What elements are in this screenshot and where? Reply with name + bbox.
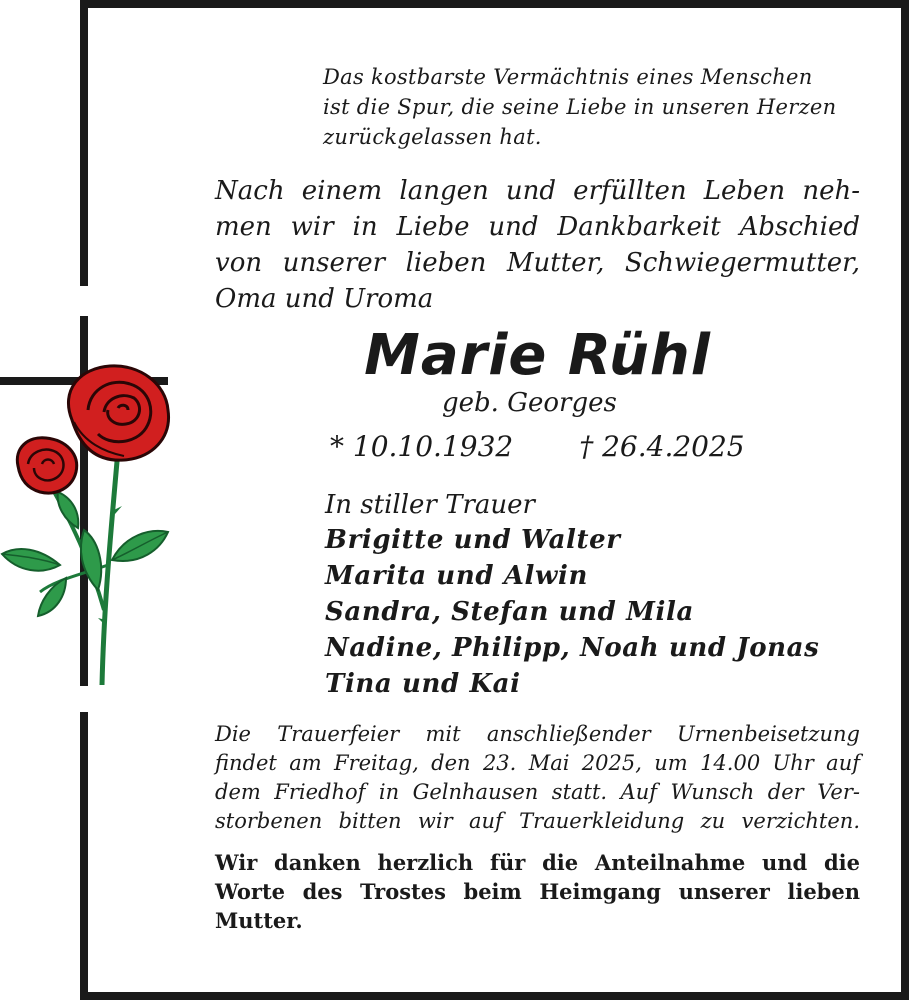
service-line: findet am Freitag, den 23. Mai 2025, um 14.00 Uhr auf	[215, 751, 860, 775]
intro-text	[215, 173, 860, 317]
frame-bottom-border	[80, 992, 909, 1000]
frame-left-border-lower	[80, 712, 88, 1000]
frame-right-border	[901, 0, 909, 1000]
death-date: † 26.4.2025	[579, 430, 745, 463]
mourner-name: Tina und Kai	[325, 669, 521, 699]
intro-line: Nach einem langen und erfüllten Leben neh-	[215, 176, 860, 206]
intro-line: von unserer lieben Mutter, Schwiegermutter,	[215, 248, 860, 278]
frame-top-border	[80, 0, 909, 8]
intro-line: Oma und Uroma	[215, 284, 434, 314]
roses-icon	[0, 360, 172, 690]
thanks-line: Wir danken herzlich für die Anteilnahme und die	[215, 850, 860, 875]
thanks-line: Mutter.	[215, 908, 303, 933]
mourner-name: Brigitte und Walter	[325, 525, 621, 555]
mourning-label: In stiller Trauer	[325, 490, 535, 520]
mourner-name: Nadine, Philipp, Noah und Jonas	[325, 633, 820, 663]
mourners-list	[325, 522, 819, 702]
intro-line: men wir in Liebe und Dankbarkeit Abschied	[215, 212, 860, 242]
thanks-text	[215, 848, 860, 935]
motto-line: zurückgelassen hat.	[323, 125, 542, 149]
service-line: dem Friedhof in Gelnhausen statt. Auf Wunsch der Ver-	[215, 780, 860, 804]
service-line: storbenen bitten wir auf Trauerkleidung zu verzichten.	[215, 809, 860, 833]
deceased-name: Marie Rühl	[364, 323, 711, 388]
mourner-name: Marita und Alwin	[325, 561, 588, 591]
motto-quote	[323, 62, 868, 152]
service-line: Die Trauerfeier mit anschließender Urnenbeisetzung	[215, 722, 860, 746]
motto-line: Das kostbarste Vermächtnis eines Menschen	[323, 65, 813, 89]
thanks-line: Worte des Trostes beim Heimgang unserer lieben	[215, 879, 860, 904]
mourner-name: Sandra, Stefan und Mila	[325, 597, 694, 627]
motto-line: ist die Spur, die seine Liebe in unseren Herzen	[323, 95, 837, 119]
life-dates	[330, 429, 745, 465]
birth-date: * 10.10.1932	[330, 430, 514, 463]
frame-left-border-upper	[80, 0, 88, 286]
maiden-name: geb. Georges	[442, 388, 617, 418]
service-info	[215, 720, 860, 836]
